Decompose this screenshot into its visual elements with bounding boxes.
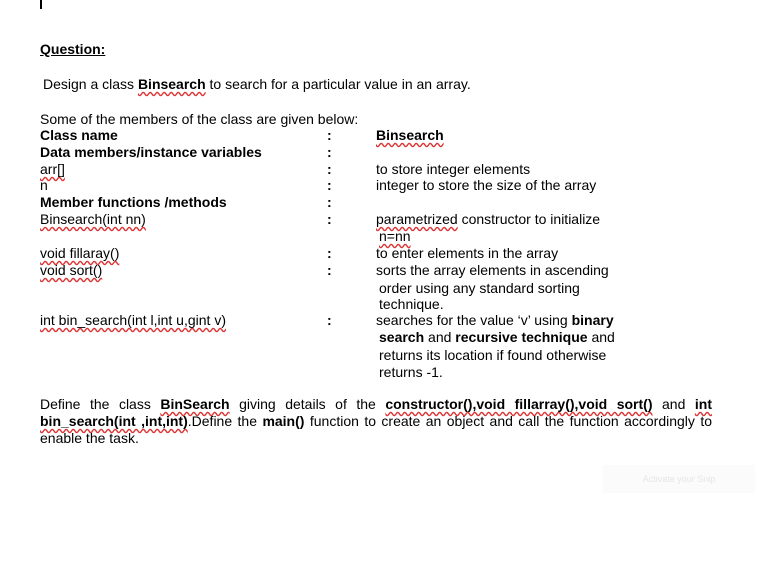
colon: : <box>327 245 332 261</box>
methods-label: Member functions /methods <box>40 194 227 210</box>
define-t4: constructor(),void fillarray(),void sort() <box>385 396 653 412</box>
fill-desc: to enter elements in the array <box>376 245 559 261</box>
ctor-desc-line2: n=nn <box>379 228 411 244</box>
bin-desc-1 <box>376 312 614 328</box>
colon: : <box>327 194 332 210</box>
bin-desc-2b: and <box>424 329 456 345</box>
bin-search-label: int bin_search(int l,int u,gint v) <box>40 312 226 328</box>
define-paragraph <box>40 396 712 447</box>
colon: : <box>327 262 332 278</box>
define-t1: Define the class <box>40 396 161 412</box>
bin-desc-4: returns -1. <box>379 364 443 380</box>
colon: : <box>327 127 332 143</box>
ctor-desc-b: constructor to initialize <box>457 211 601 227</box>
members-intro: Some of the members of the class are given below: <box>40 111 359 127</box>
sort-desc-3: technique. <box>379 296 444 312</box>
intro-after: to search for a particular value in an array. <box>205 76 471 92</box>
sort-desc-2: order using any standard sorting <box>379 280 580 296</box>
colon: : <box>327 211 332 227</box>
n-desc: integer to store the size of the array <box>376 177 597 193</box>
sort-label: void sort() <box>40 262 103 278</box>
arr-desc: to store integer elements <box>376 161 531 177</box>
ctor-desc-a: parametrized <box>376 211 458 227</box>
watermark: Activate your Snip <box>603 465 755 493</box>
text-cursor <box>40 0 42 9</box>
ctor-desc <box>376 211 600 227</box>
arr-label: arr[] <box>40 161 65 177</box>
define-t6: int bin_search(int ,int,int) <box>40 396 712 429</box>
colon: : <box>327 312 332 328</box>
data-members-label: Data members/instance variables <box>40 144 262 160</box>
sort-desc-1: sorts the array elements in ascending <box>376 262 609 278</box>
question-heading: Question: <box>40 41 106 57</box>
n-label: n <box>40 177 48 193</box>
class-name-value: Binsearch <box>376 127 444 143</box>
ctor-label: Binsearch(int nn) <box>40 211 146 227</box>
bin-desc-3: returns its location if found otherwise <box>379 347 607 363</box>
colon: : <box>327 161 332 177</box>
define-t3: giving details of the <box>229 396 386 412</box>
define-t7: .Define the <box>187 413 263 429</box>
intro-before: Design a class <box>43 76 138 92</box>
colon: : <box>327 177 332 193</box>
define-t5: and <box>652 396 695 412</box>
bin-desc-2d: and <box>587 329 615 345</box>
fill-label: void fillaray() <box>40 245 120 261</box>
define-t8: main() <box>262 413 305 429</box>
bin-desc-2c: recursive technique <box>455 329 588 345</box>
bin-desc-2 <box>379 329 615 345</box>
bin-desc-1b: binary <box>571 312 614 328</box>
class-name-label: Class name <box>40 127 118 143</box>
bin-desc-2a: search <box>379 329 425 345</box>
intro-text <box>43 76 471 92</box>
intro-class-name: Binsearch <box>137 76 206 92</box>
define-t2: BinSearch <box>160 396 230 412</box>
define-t9: function to create an object and call the function accordingly to enable the task. <box>40 413 712 446</box>
bin-desc-1a: searches for the value ‘v’ using <box>376 312 572 328</box>
colon: : <box>327 144 332 160</box>
